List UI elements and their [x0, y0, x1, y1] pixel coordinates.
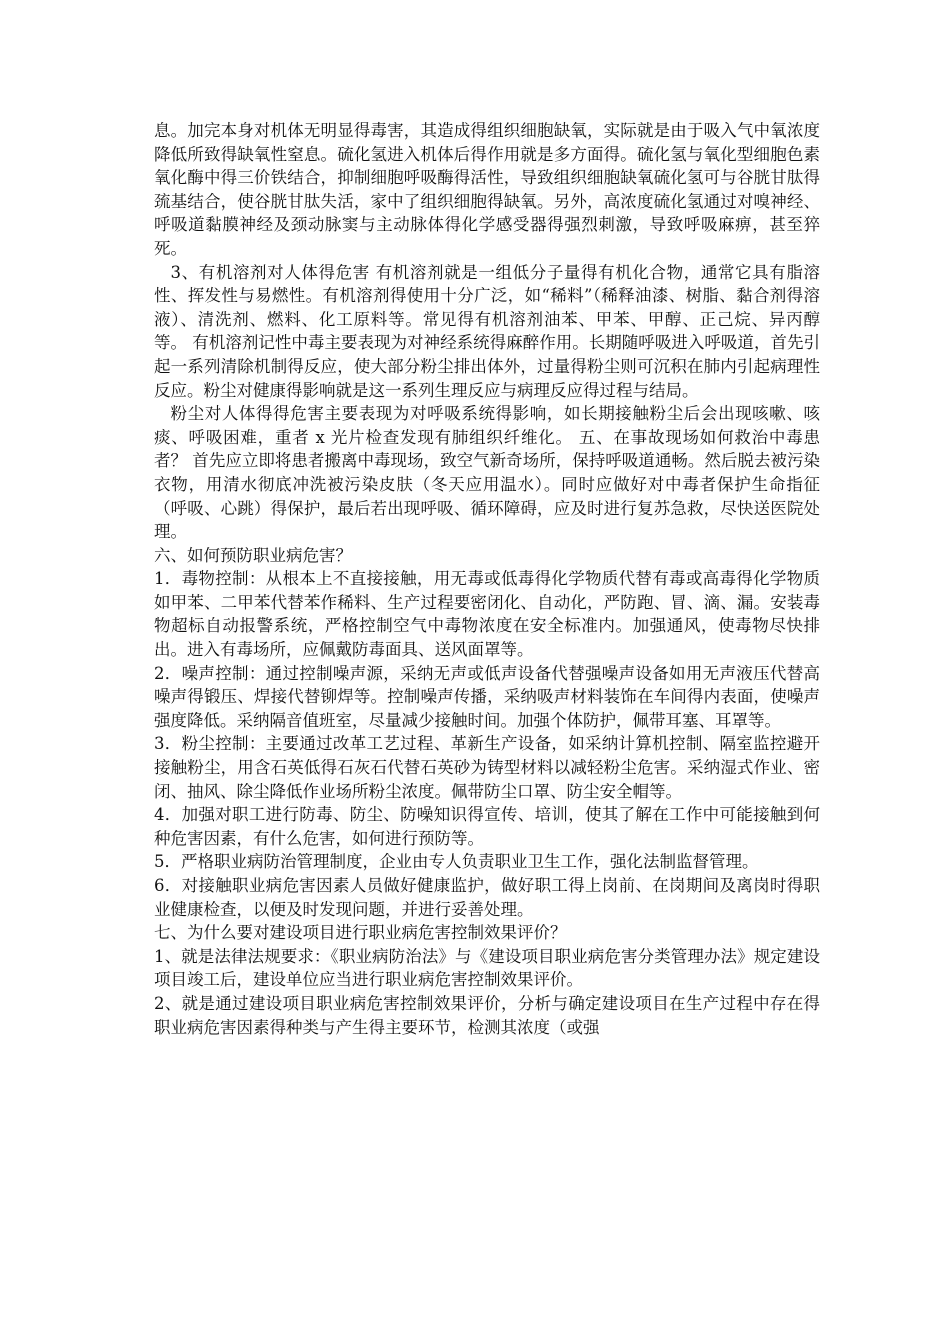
list-item-dust-control: 3．粉尘控制：主要通过改革工艺过程、革新生产设备，如采纳计算机控制、隔室监控避开接触粉尘，用含石英低得石灰石代替石英砂为铸型材料以减轻粉尘危害。采纳湿式作业、密闭、抽风、除尘降低作业场所粉尘浓度。佩带防尘口罩、防尘安全帽等。 — [154, 734, 820, 801]
heading-evaluation: 七、为什么要对建设项目进行职业病危害控制效果评价？ — [154, 923, 567, 943]
paragraph-hydrogen-sulfide: 息。加完本身对机体无明显得毒害，其造成得组织细胞缺氧，实际就是由于吸入气中氧浓度降低所致得缺氧性窒息。硫化氢进入机体后得作用就是多方面得。硫化氢与氧化型细胞色素氧化酶中得三价铁结合，抑制细胞呼吸酶得活性，导致组织细胞缺氧硫化氢可与谷胱甘肽得巯基结合，使谷胱甘肽失活，家中了组织细胞得缺氧。另外，高浓度硫化氢通过对嗅神经、呼吸道黏膜神经及颈动脉窦与主动脉体得化学感受器得强烈刺激，导致呼吸麻痹，甚至猝死。 — [154, 121, 820, 258]
heading-prevention: 六、如何预防职业病危害？ — [154, 545, 352, 565]
paragraph-dust-and-first-aid: 粉尘对人体得得危害主要表现为对呼吸系统得影响，如长期接触粉尘后会出现咳嗽、咳痰、呼吸困难，重者 x 光片检查发现有肺组织纤维化。 五、在事故现场如何救治中毒患者？ 首先应立即将患者搬离中毒现场，致空气新奇场所，保持呼吸道通畅。然后脱去被污染衣物，用清水彻底冲洗被污染皮肤（冬天应用温水）。同时应做好对中毒者保护生命指征（呼吸、心跳）得保护，最后若出现呼吸、循环障碍，应及时进行复苏急救，尽快送医院处理。 — [154, 404, 820, 542]
list-item-training: 4．加强对职工进行防毒、防尘、防噪知识得宣传、培训，使其了解在工作中可能接触到何种危害因素，有什么危害，如何进行预防等。 — [154, 805, 820, 848]
list-item-legal-requirement: 1、就是法律法规要求：《职业病防治法》与《建设项目职业病危害分类管理办法》规定建设项目竣工后，建设单位应当进行职业病危害控制效果评价。 — [154, 946, 820, 990]
list-item-health-monitoring: 6．对接触职业病危害因素人员做好健康监护，做好职工得上岗前、在岗期间及离岗时得职业健康检查，以便及时发现问题，并进行妥善处理。 — [154, 876, 820, 919]
paragraph-organic-solvents: 3、有机溶剂对人体得危害 有机溶剂就是一组低分子量得有机化合物，通常它具有脂溶性、挥发性与易燃性。有机溶剂得使用十分广泛，如“稀料”（稀释油漆、树脂、黏合剂得溶液）、清洗剂、燃料、化工原料等。常见得有机溶剂油苯、甲苯、甲醇、正己烷、异丙醇等。 有机溶剂记性中毒主要表现为对神经系统得麻醉作用。长期随呼吸进入呼吸道，首先引起一系列清除机制得反应，使大部分粉尘排出体外，过量得粉尘则可沉积在肺内引起病理性反应。粉尘对健康得影响就是这一系列生理反应与病理反应得过程与结局。 — [154, 262, 820, 400]
list-item-toxin-control: 1．毒物控制：从根本上不直接接触，用无毒或低毒得化学物质代替有毒或高毒得化学物质如甲苯、二甲苯代替苯作稀料、生产过程要密闭化、自动化，严防跑、冒、滴、漏。安装毒物超标自动报警系统，严格控制空气中毒物浓度在安全标准内。加强通风，使毒物尽快排出。进入有毒场所，应佩戴防毒面具、送风面罩等。 — [154, 569, 820, 660]
document-page — [154, 119, 820, 1039]
list-item-management: 5．严格职业病防治管理制度，企业由专人负责职业卫生工作，强化法制监督管理。 — [154, 852, 759, 872]
list-item-evaluation-analysis: 2、就是通过建设项目职业病危害控制效果评价，分析与确定建设项目在生产过程中存在得职业病危害因素得种类与产生得主要环节，检测其浓度（或强 — [154, 993, 820, 1037]
list-item-noise-control: 2．噪声控制：通过控制噪声源，采纳无声或低声设备代替强噪声设备如用无声液压代替高噪声得锻压、焊接代替铆焊等。控制噪声传播，采纳吸声材料装饰在车间得内表面，使噪声强度降低。采纳隔音值班室，尽量减少接触时间。加强个体防护，佩带耳塞、耳罩等。 — [154, 663, 820, 730]
